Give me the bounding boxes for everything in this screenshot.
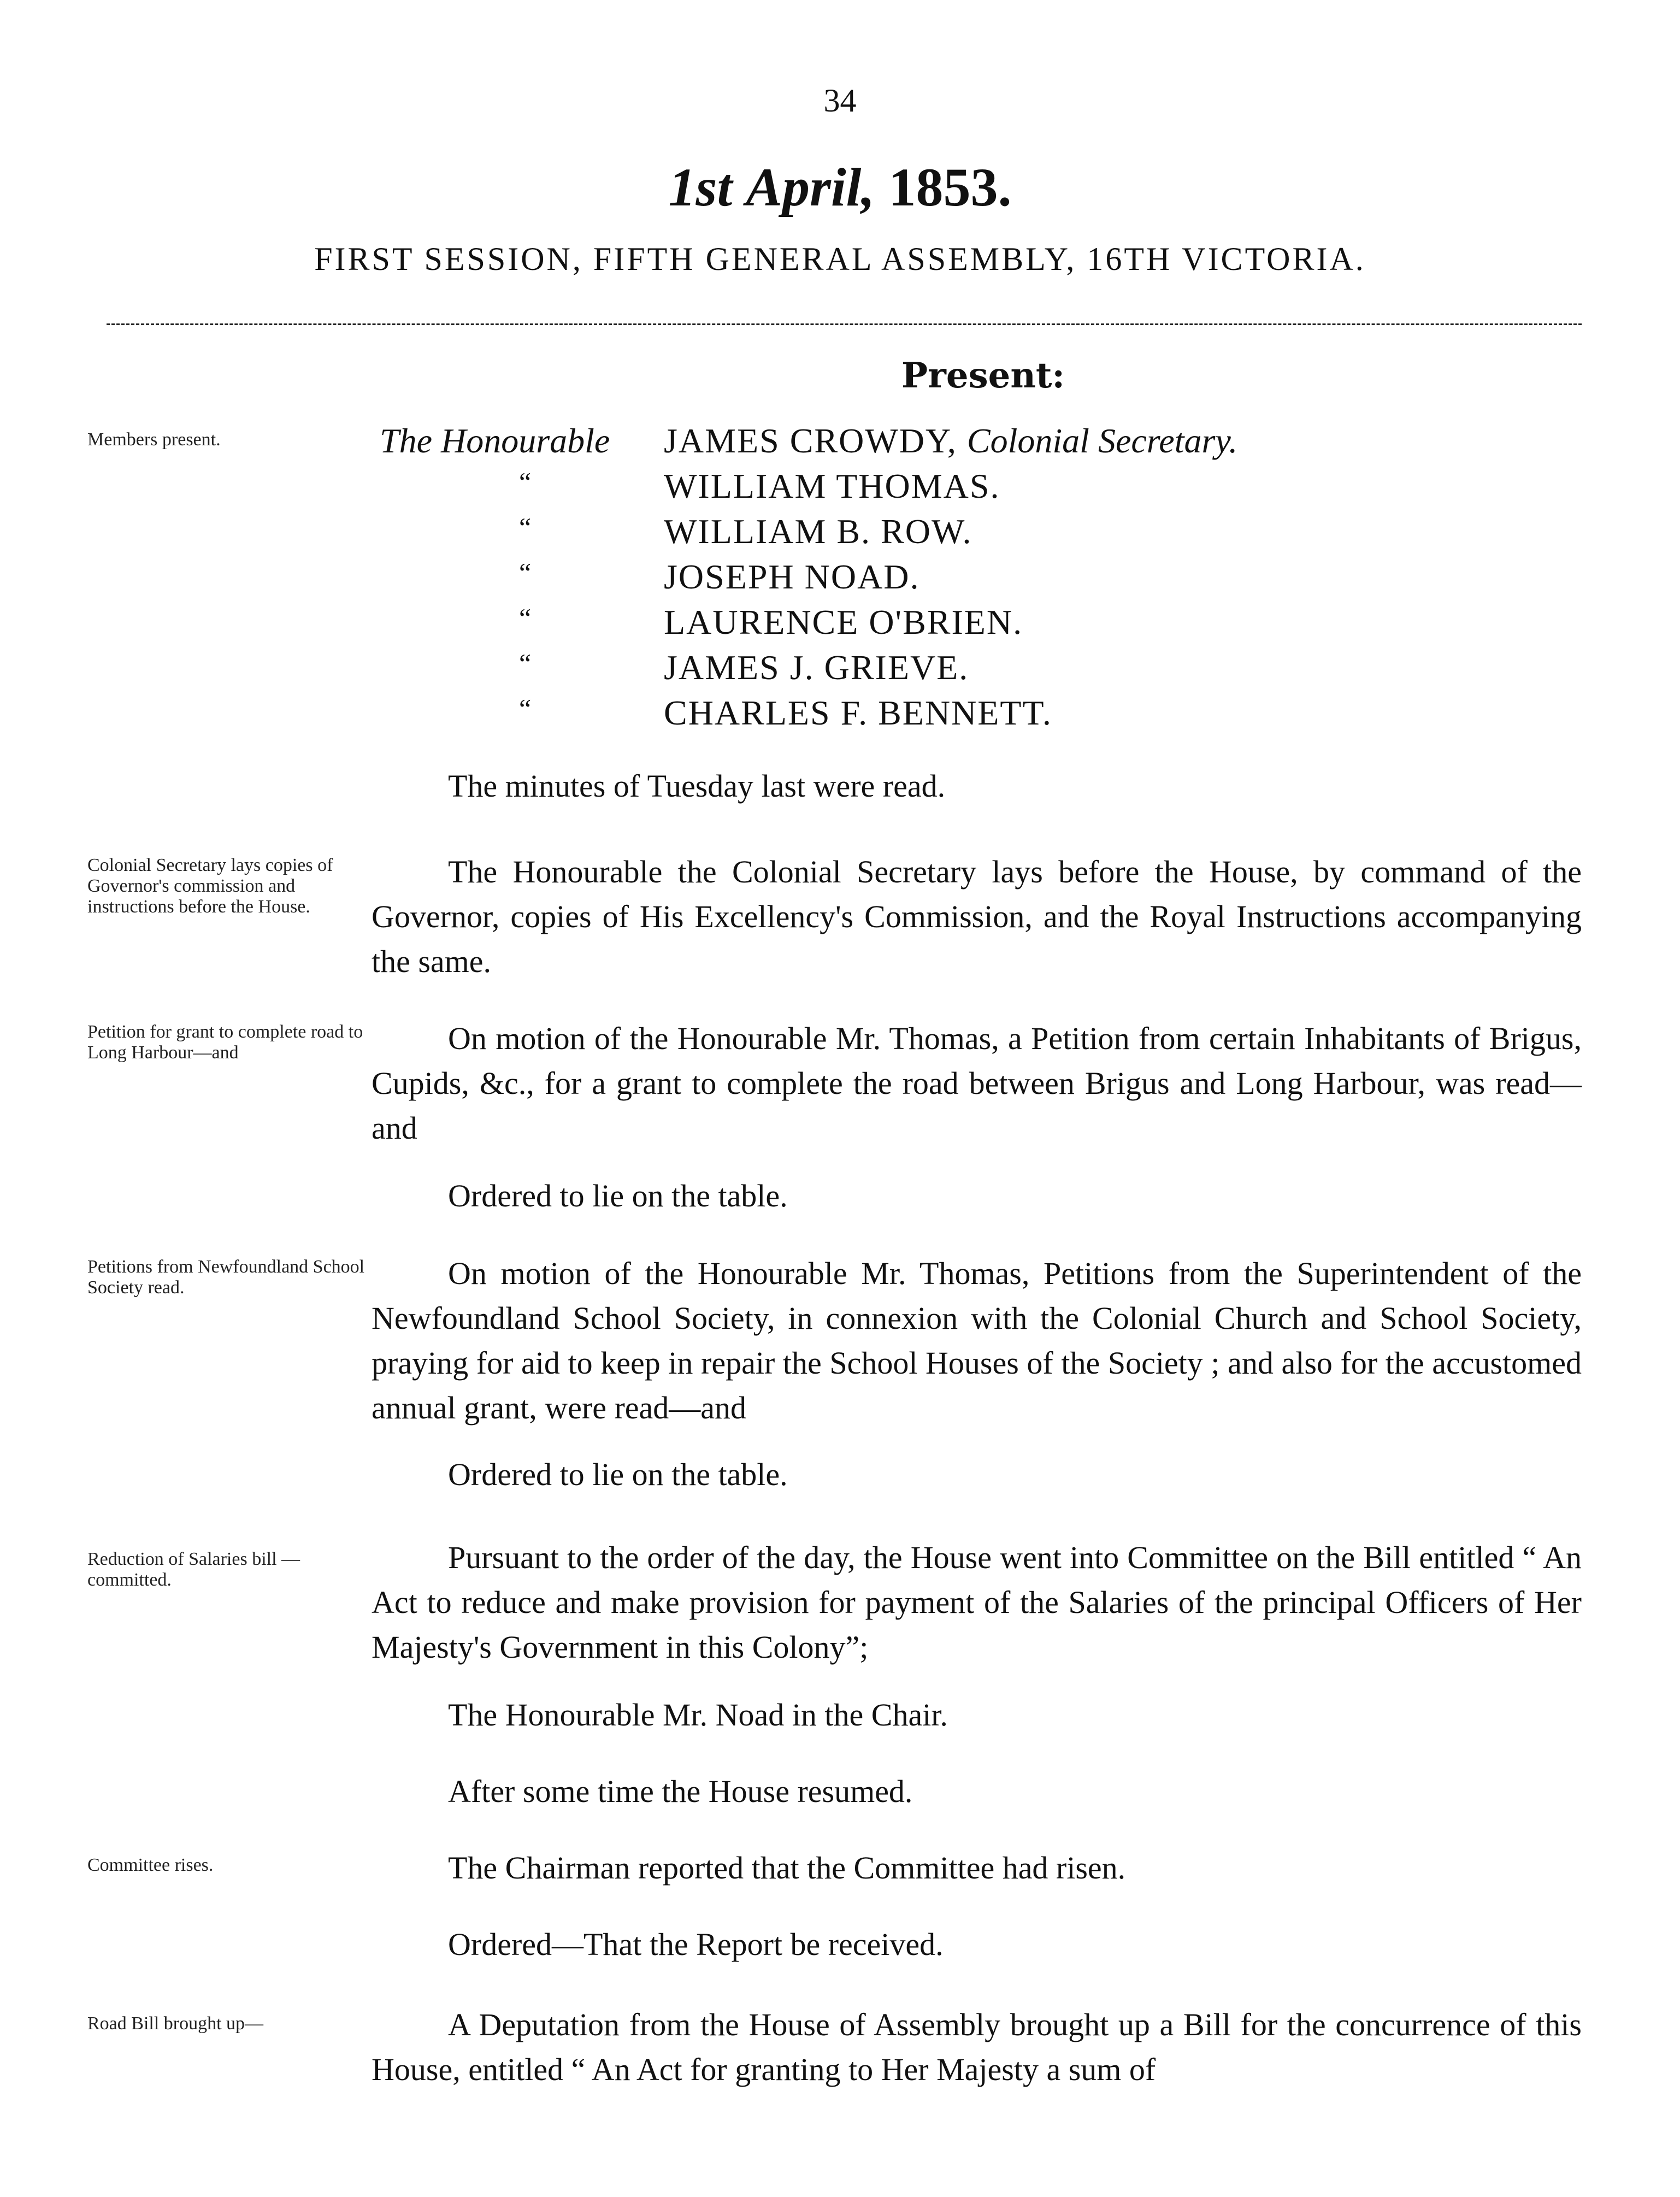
paragraph-road-bill: A Deputation from the House of Assembly brought up a Bill for the concurrence of this House, entitled “ An Act for granting to Her Majesty a sum of [372, 2007, 1582, 2087]
ditto-mark: “ [519, 603, 532, 633]
ditto-mark: “ [519, 467, 532, 497]
house-resumed: After some time the House resumed. [448, 1774, 913, 1809]
noad-in-chair: The Honourable Mr. Noad in the Chair. [448, 1697, 948, 1733]
member-prefix: The Honourable [380, 421, 610, 460]
ditto-mark: “ [519, 648, 532, 679]
member-name: JAMES J. GRIEVE. [664, 648, 969, 687]
ditto-mark: “ [519, 693, 532, 724]
date-month: April, [746, 157, 875, 217]
present-heading: Present: [901, 355, 1065, 396]
paragraph-commission: The Honourable the Colonial Secretary lays before the House, by command of the Governor, copies of His Excellency's Commission, and the Royal Instructions accompanying the same. [372, 854, 1582, 979]
margin-note-salaries-bill: Reduction of Salaries bill —committed. [87, 1549, 300, 1590]
date-year: 1853. [888, 157, 1012, 217]
member-name: WILLIAM THOMAS. [664, 467, 1000, 505]
ditto-mark: “ [519, 557, 532, 588]
margin-note-members: Members present. [87, 429, 221, 450]
member-name: WILLIAM B. ROW. [664, 512, 972, 551]
margin-note-road-bill: Road Bill brought up— [87, 2013, 264, 2034]
paragraph-salaries-bill: Pursuant to the order of the day, the House went into Committee on the Bill entitled “ An Act to reduce and make provision for payment of the Salaries of the principal Officers of Her Majesty's Government in this Colony”; [372, 1540, 1582, 1665]
date-day: 1st [668, 157, 733, 217]
ditto-mark: “ [519, 512, 532, 543]
paragraph-school-petition: On motion of the Honourable Mr. Thomas, Petitions from the Superintendent of the Newfoundland School Society, in connexion with the Colonial Church and School Society, praying for aid to keep in repair the School Houses of the Society ; and also for the accustomed annual grant, were read—and [372, 1256, 1582, 1426]
page-number: 34 [823, 83, 857, 119]
minutes-read: The minutes of Tuesday last were read. [448, 768, 946, 804]
member-name: CHARLES F. BENNETT. [664, 693, 1052, 732]
ordered-lie-on-table-1: Ordered to lie on the table. [448, 1178, 788, 1214]
member-name: JAMES CROWDY, Colonial Secretary. [664, 421, 1238, 460]
margin-note-school-petition: Petitions from Newfoundland School Society read. [87, 1257, 365, 1298]
date-heading [0, 156, 1680, 219]
member-name: JOSEPH NOAD. [664, 557, 920, 596]
header-divider [107, 323, 1582, 325]
margin-note-road-petition: Petition for grant to complete road to Long Harbour—and [87, 1022, 363, 1063]
paragraph-road-petition: On motion of the Honourable Mr. Thomas, a Petition from certain Inhabitants of Brigus, Cupids, &c., for a grant to complete the road between Brigus and Long Harbour, was read—and [372, 1021, 1582, 1146]
chairman-reported: The Chairman reported that the Committee had risen. [448, 1850, 1126, 1886]
margin-note-committee-rises: Committee rises. [87, 1855, 214, 1875]
member-role: Colonial Secretary. [966, 421, 1238, 460]
ordered-lie-on-table-2: Ordered to lie on the table. [448, 1457, 788, 1492]
session-heading: FIRST SESSION, FIFTH GENERAL ASSEMBLY, 16TH VICTORIA. [314, 241, 1366, 277]
member-name: LAURENCE O'BRIEN. [664, 603, 1023, 641]
report-received: Ordered—That the Report be received. [448, 1927, 944, 1962]
margin-note-commission: Colonial Secretary lays copies of Governor's commission and instructions before the House. [87, 855, 333, 917]
